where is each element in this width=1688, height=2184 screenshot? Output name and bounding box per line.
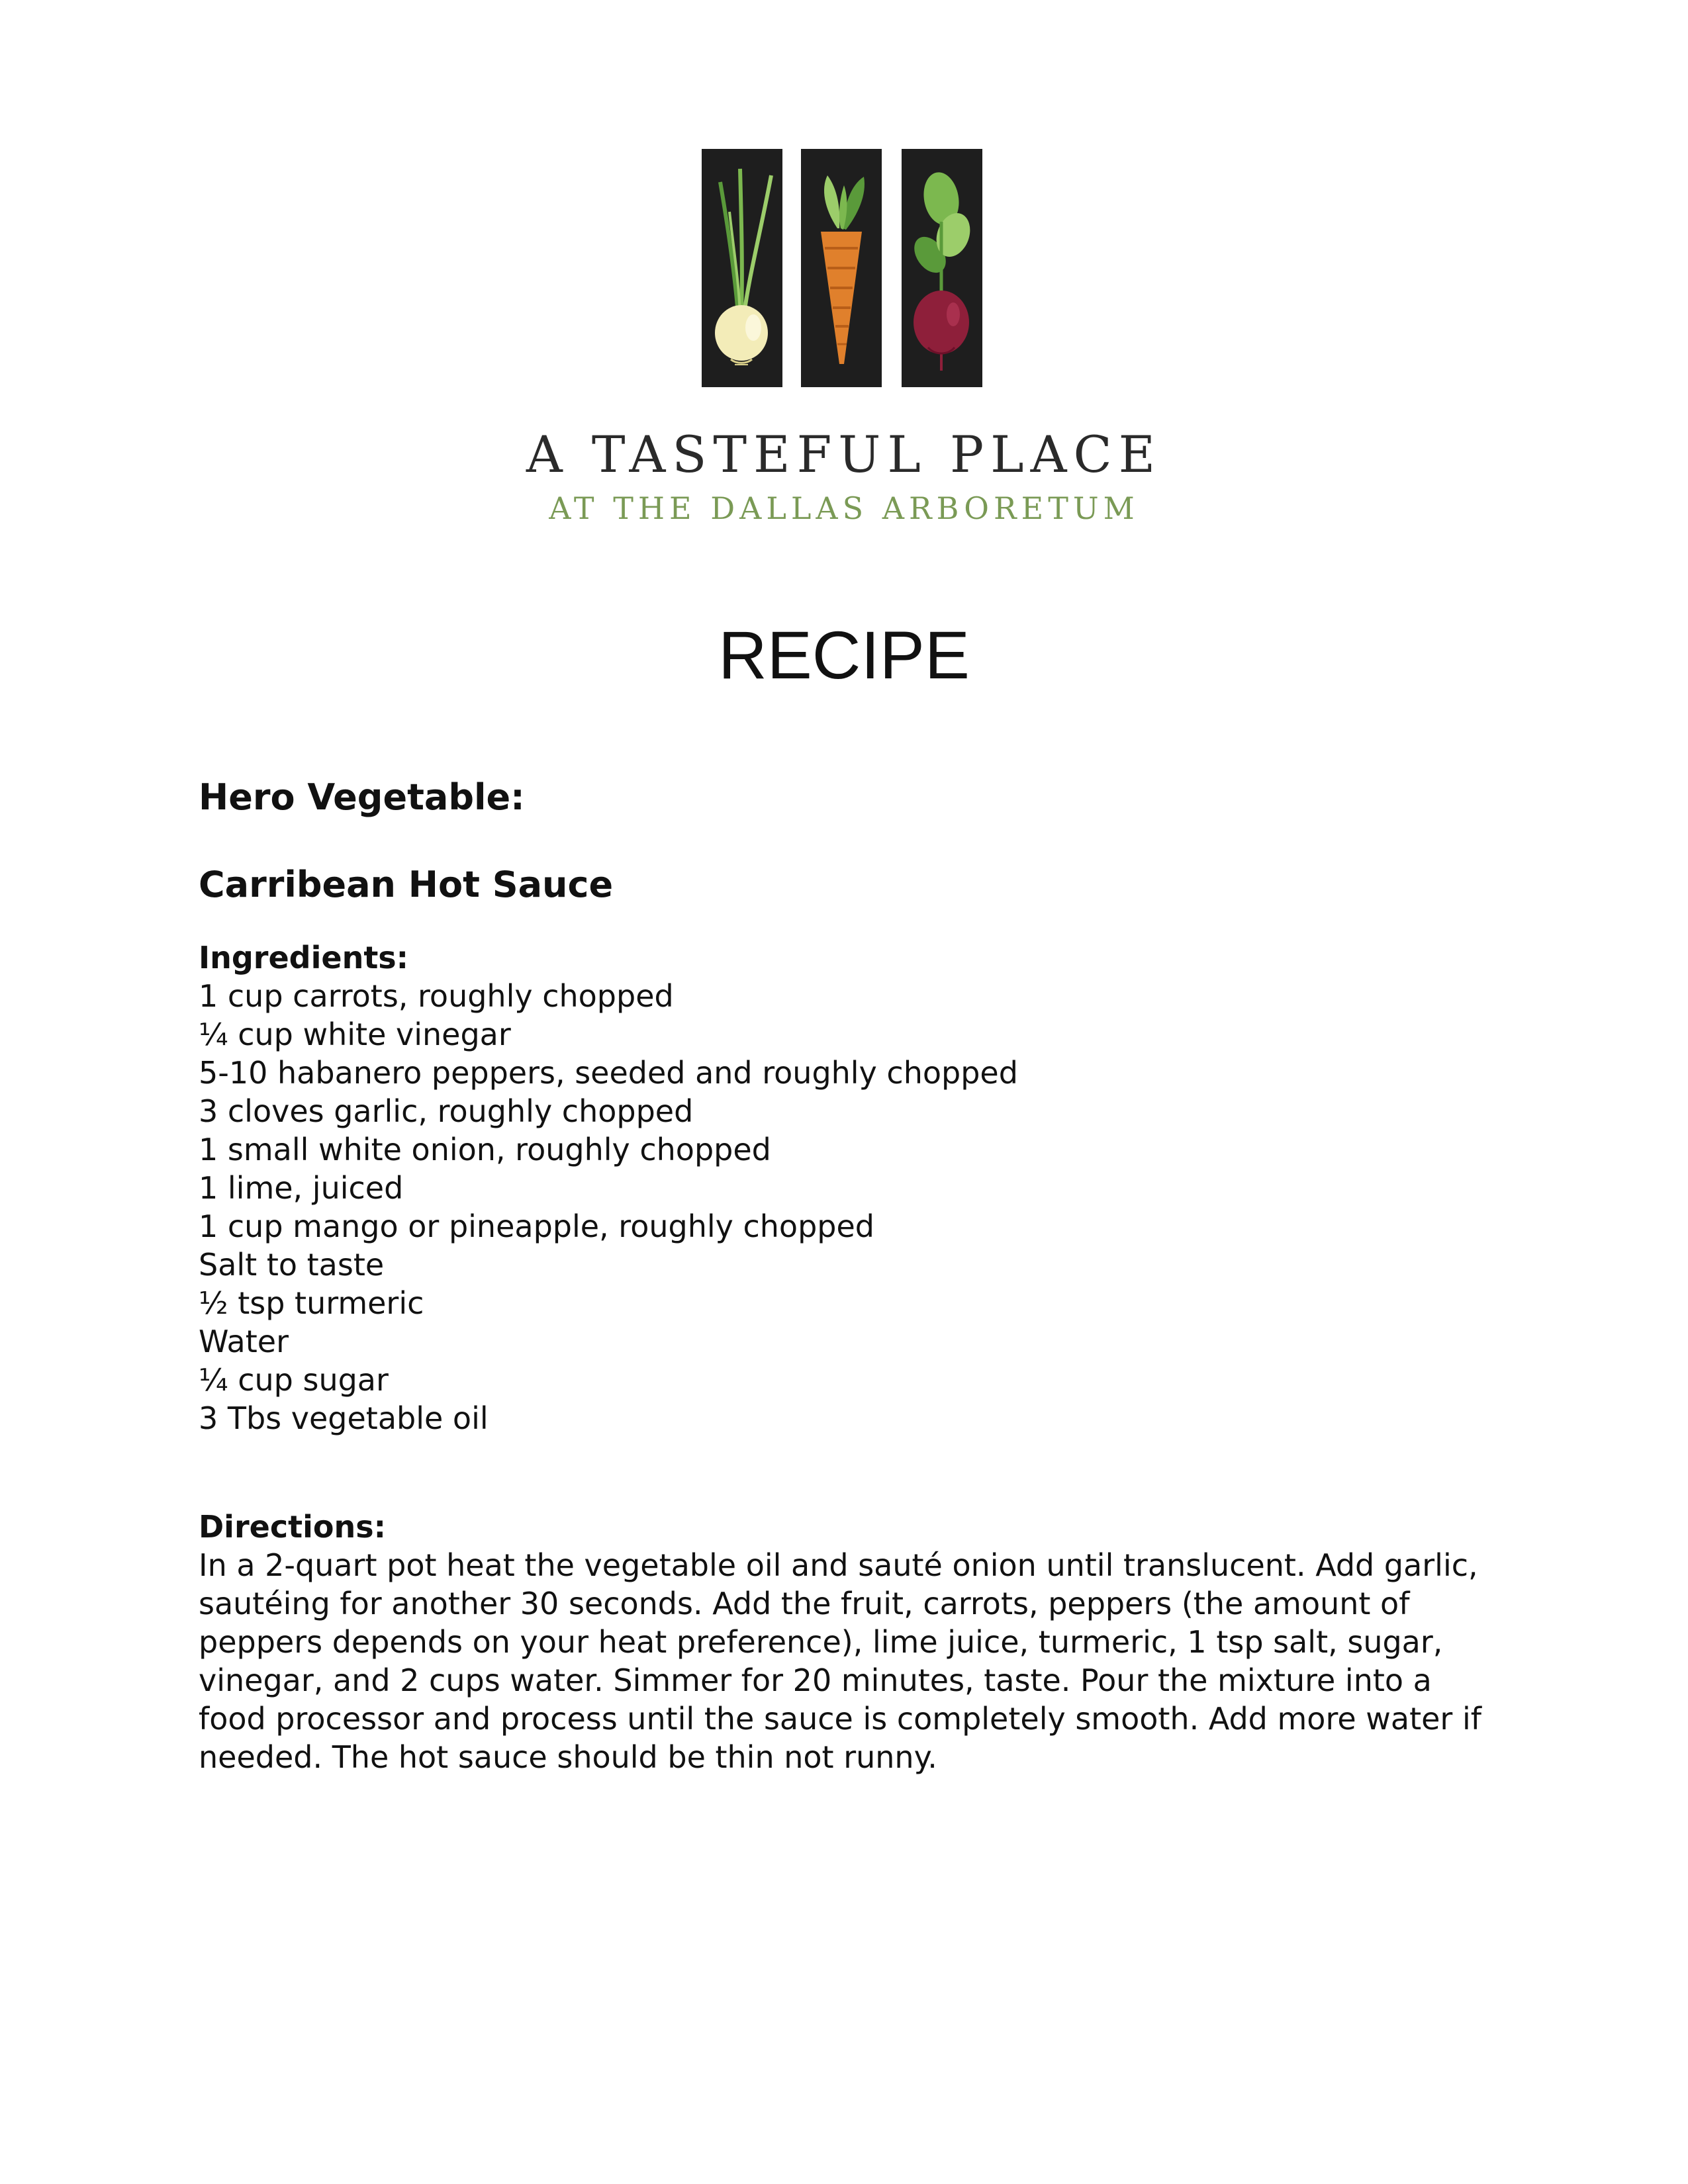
directions-section bbox=[199, 1508, 1489, 1776]
ingredient-item: ½ tsp turmeric bbox=[199, 1285, 424, 1321]
onion-icon bbox=[702, 149, 782, 387]
ingredient-item: 3 cloves garlic, roughly chopped bbox=[199, 1093, 694, 1129]
ingredient-item: 3 Tbs vegetable oil bbox=[199, 1400, 489, 1436]
directions-text: In a 2-quart pot heat the vegetable oil and sauté onion until translucent. Add garlic, sautéing for another 30 seconds. Add the fruit, carrots, peppers (the amount of peppers depends on your heat preference), lime juice, turmeric, 1 tsp salt, sugar, vinegar, and 2 cups water. Simmer for 20 minutes, taste. Pour the mixture into a food processor and process until the sauce is completely smooth. Add more water if needed. The hot sauce should be thin not runny. bbox=[199, 1547, 1481, 1775]
ingredient-item: ¼ cup white vinegar bbox=[199, 1017, 511, 1052]
logo-title: A TASTEFUL PLACE bbox=[526, 425, 1162, 484]
beet-icon bbox=[902, 149, 982, 387]
logo-subtitle: AT THE DALLAS ARBORETUM bbox=[549, 490, 1139, 526]
ingredient-item: 1 cup carrots, roughly chopped bbox=[199, 978, 674, 1014]
ingredients-label: Ingredients: bbox=[199, 940, 409, 976]
hero-vegetable-label: Hero Vegetable: bbox=[199, 776, 525, 818]
directions-label: Directions: bbox=[199, 1509, 386, 1545]
logo-vegetables bbox=[702, 149, 983, 387]
ingredient-item: ¼ cup sugar bbox=[199, 1362, 389, 1398]
ingredient-item: Salt to taste bbox=[199, 1247, 385, 1283]
ingredient-item: 1 cup mango or pineapple, roughly chopped bbox=[199, 1208, 874, 1244]
ingredients-list bbox=[199, 977, 1496, 1437]
ingredient-item: 1 lime, juiced bbox=[199, 1170, 404, 1206]
ingredient-item: 1 small white onion, roughly chopped bbox=[199, 1132, 771, 1167]
ingredient-item: Water bbox=[199, 1324, 289, 1359]
ingredient-item: 5-10 habanero peppers, seeded and roughly chopped bbox=[199, 1055, 1018, 1091]
carrot-icon bbox=[801, 149, 882, 387]
page-title: RECIPE bbox=[718, 617, 970, 693]
recipe-title: Carribean Hot Sauce bbox=[199, 864, 614, 905]
ingredients-section bbox=[199, 938, 1496, 1437]
